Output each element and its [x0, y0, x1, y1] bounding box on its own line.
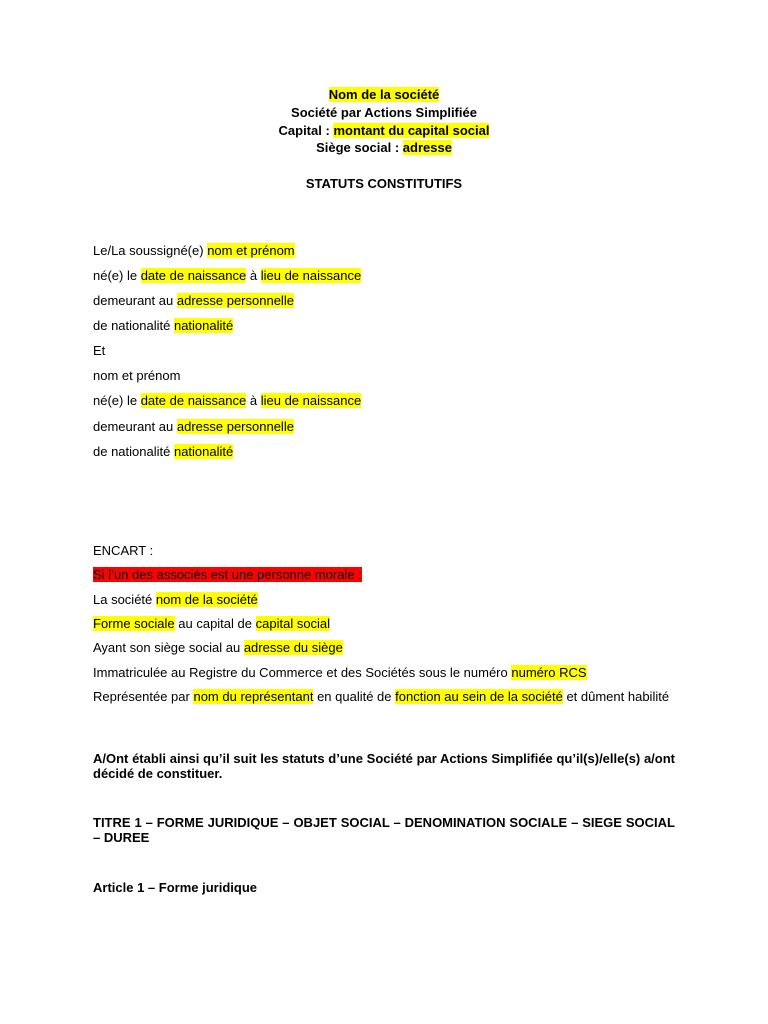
seat-label: Siège social : — [316, 140, 400, 155]
person2-nationality-prefix: de nationalité — [93, 444, 171, 459]
person2-born-prefix: né(e) le — [93, 393, 138, 408]
person1-nationality-field: nationalité — [173, 318, 234, 333]
encart-capital-prefix: au capital de — [178, 616, 252, 631]
encart-note: Si l’un des associés est une personne morale : — [93, 567, 362, 582]
encart-company-line — [93, 591, 258, 608]
person1-prefix: Le/La soussigné(e) — [93, 243, 204, 258]
person2-at: à — [249, 393, 258, 408]
person1-address-line — [93, 292, 294, 309]
person1-address-field: adresse personnelle — [176, 293, 294, 308]
company-name-line — [0, 86, 768, 104]
person2-nationality-line — [93, 443, 233, 460]
encart-legal-form-field: Forme sociale — [93, 616, 175, 631]
person2-address-line — [93, 418, 294, 435]
encart-company-name-field: nom de la société — [155, 592, 258, 607]
person1-name-field: nom et prénom — [207, 243, 295, 258]
person1-nationality-line — [93, 317, 233, 334]
person2-address-field: adresse personnelle — [176, 419, 294, 434]
company-name-field: Nom de la société — [328, 87, 440, 102]
encart-rcs-field: numéro RCS — [511, 665, 587, 680]
encart-rep-function-field: fonction au sein de la société — [395, 689, 563, 704]
person2-birth-date-field: date de naissance — [140, 393, 247, 408]
encart-note-line — [93, 566, 362, 583]
person2-birth-line — [93, 392, 361, 409]
encart-rep-prefix: Représentée par — [93, 689, 190, 704]
person2-birth-place-field: lieu de naissance — [260, 393, 362, 408]
encart-seat-prefix: Ayant son siège social au — [93, 640, 241, 655]
encart-capital-field: capital social — [255, 616, 331, 631]
capital-label: Capital : — [278, 123, 330, 138]
person2-address-prefix: demeurant au — [93, 419, 174, 434]
et-connector: Et — [93, 343, 106, 358]
company-type-line: Société par Actions Simplifiée — [291, 105, 477, 120]
encart-rcs-line — [93, 664, 587, 681]
encart-capital-line — [93, 615, 330, 632]
seat-line — [0, 139, 768, 157]
person1-birth-line — [93, 267, 361, 284]
encart-seat-line — [93, 639, 343, 656]
person2-name-line: nom et prénom — [93, 368, 181, 383]
encart-seat-field: adresse du siège — [243, 640, 343, 655]
encart-rep-name-field: nom du représentant — [193, 689, 314, 704]
person1-name-line — [93, 242, 295, 259]
encart-rep-mid: en qualité de — [317, 689, 392, 704]
person1-born-prefix: né(e) le — [93, 268, 138, 283]
person1-nationality-prefix: de nationalité — [93, 318, 171, 333]
capital-line — [0, 122, 768, 140]
person2-nationality-field: nationalité — [173, 444, 234, 459]
encart-rep-suffix: et dûment habilité — [566, 689, 670, 704]
person1-address-prefix: demeurant au — [93, 293, 174, 308]
seat-field: adresse — [402, 140, 452, 155]
establishment-paragraph: A/Ont établi ainsi qu’il suit les statuts d’une Société par Actions Simplifiée qu’il(s)/elle(s) a/ont décidé de constituer. — [93, 751, 675, 781]
person1-birth-place-field: lieu de naissance — [260, 268, 362, 283]
encart-company-prefix: La société — [93, 592, 153, 607]
title-1-heading: TITRE 1 – FORME JURIDIQUE – OBJET SOCIAL – DENOMINATION SOCIALE – SIEGE SOCIAL – DUREE — [93, 815, 675, 845]
person1-at: à — [249, 268, 258, 283]
encart-label: ENCART : — [93, 543, 154, 558]
article-1-heading: Article 1 – Forme juridique — [93, 880, 257, 895]
person1-birth-date-field: date de naissance — [140, 268, 247, 283]
capital-field: montant du capital social — [333, 123, 490, 138]
document-title: STATUTS CONSTITUTIFS — [305, 176, 463, 191]
encart-rcs-prefix: Immatriculée au Registre du Commerce et des Sociétés sous le numéro — [93, 665, 508, 680]
encart-representative-paragraph — [93, 689, 675, 704]
